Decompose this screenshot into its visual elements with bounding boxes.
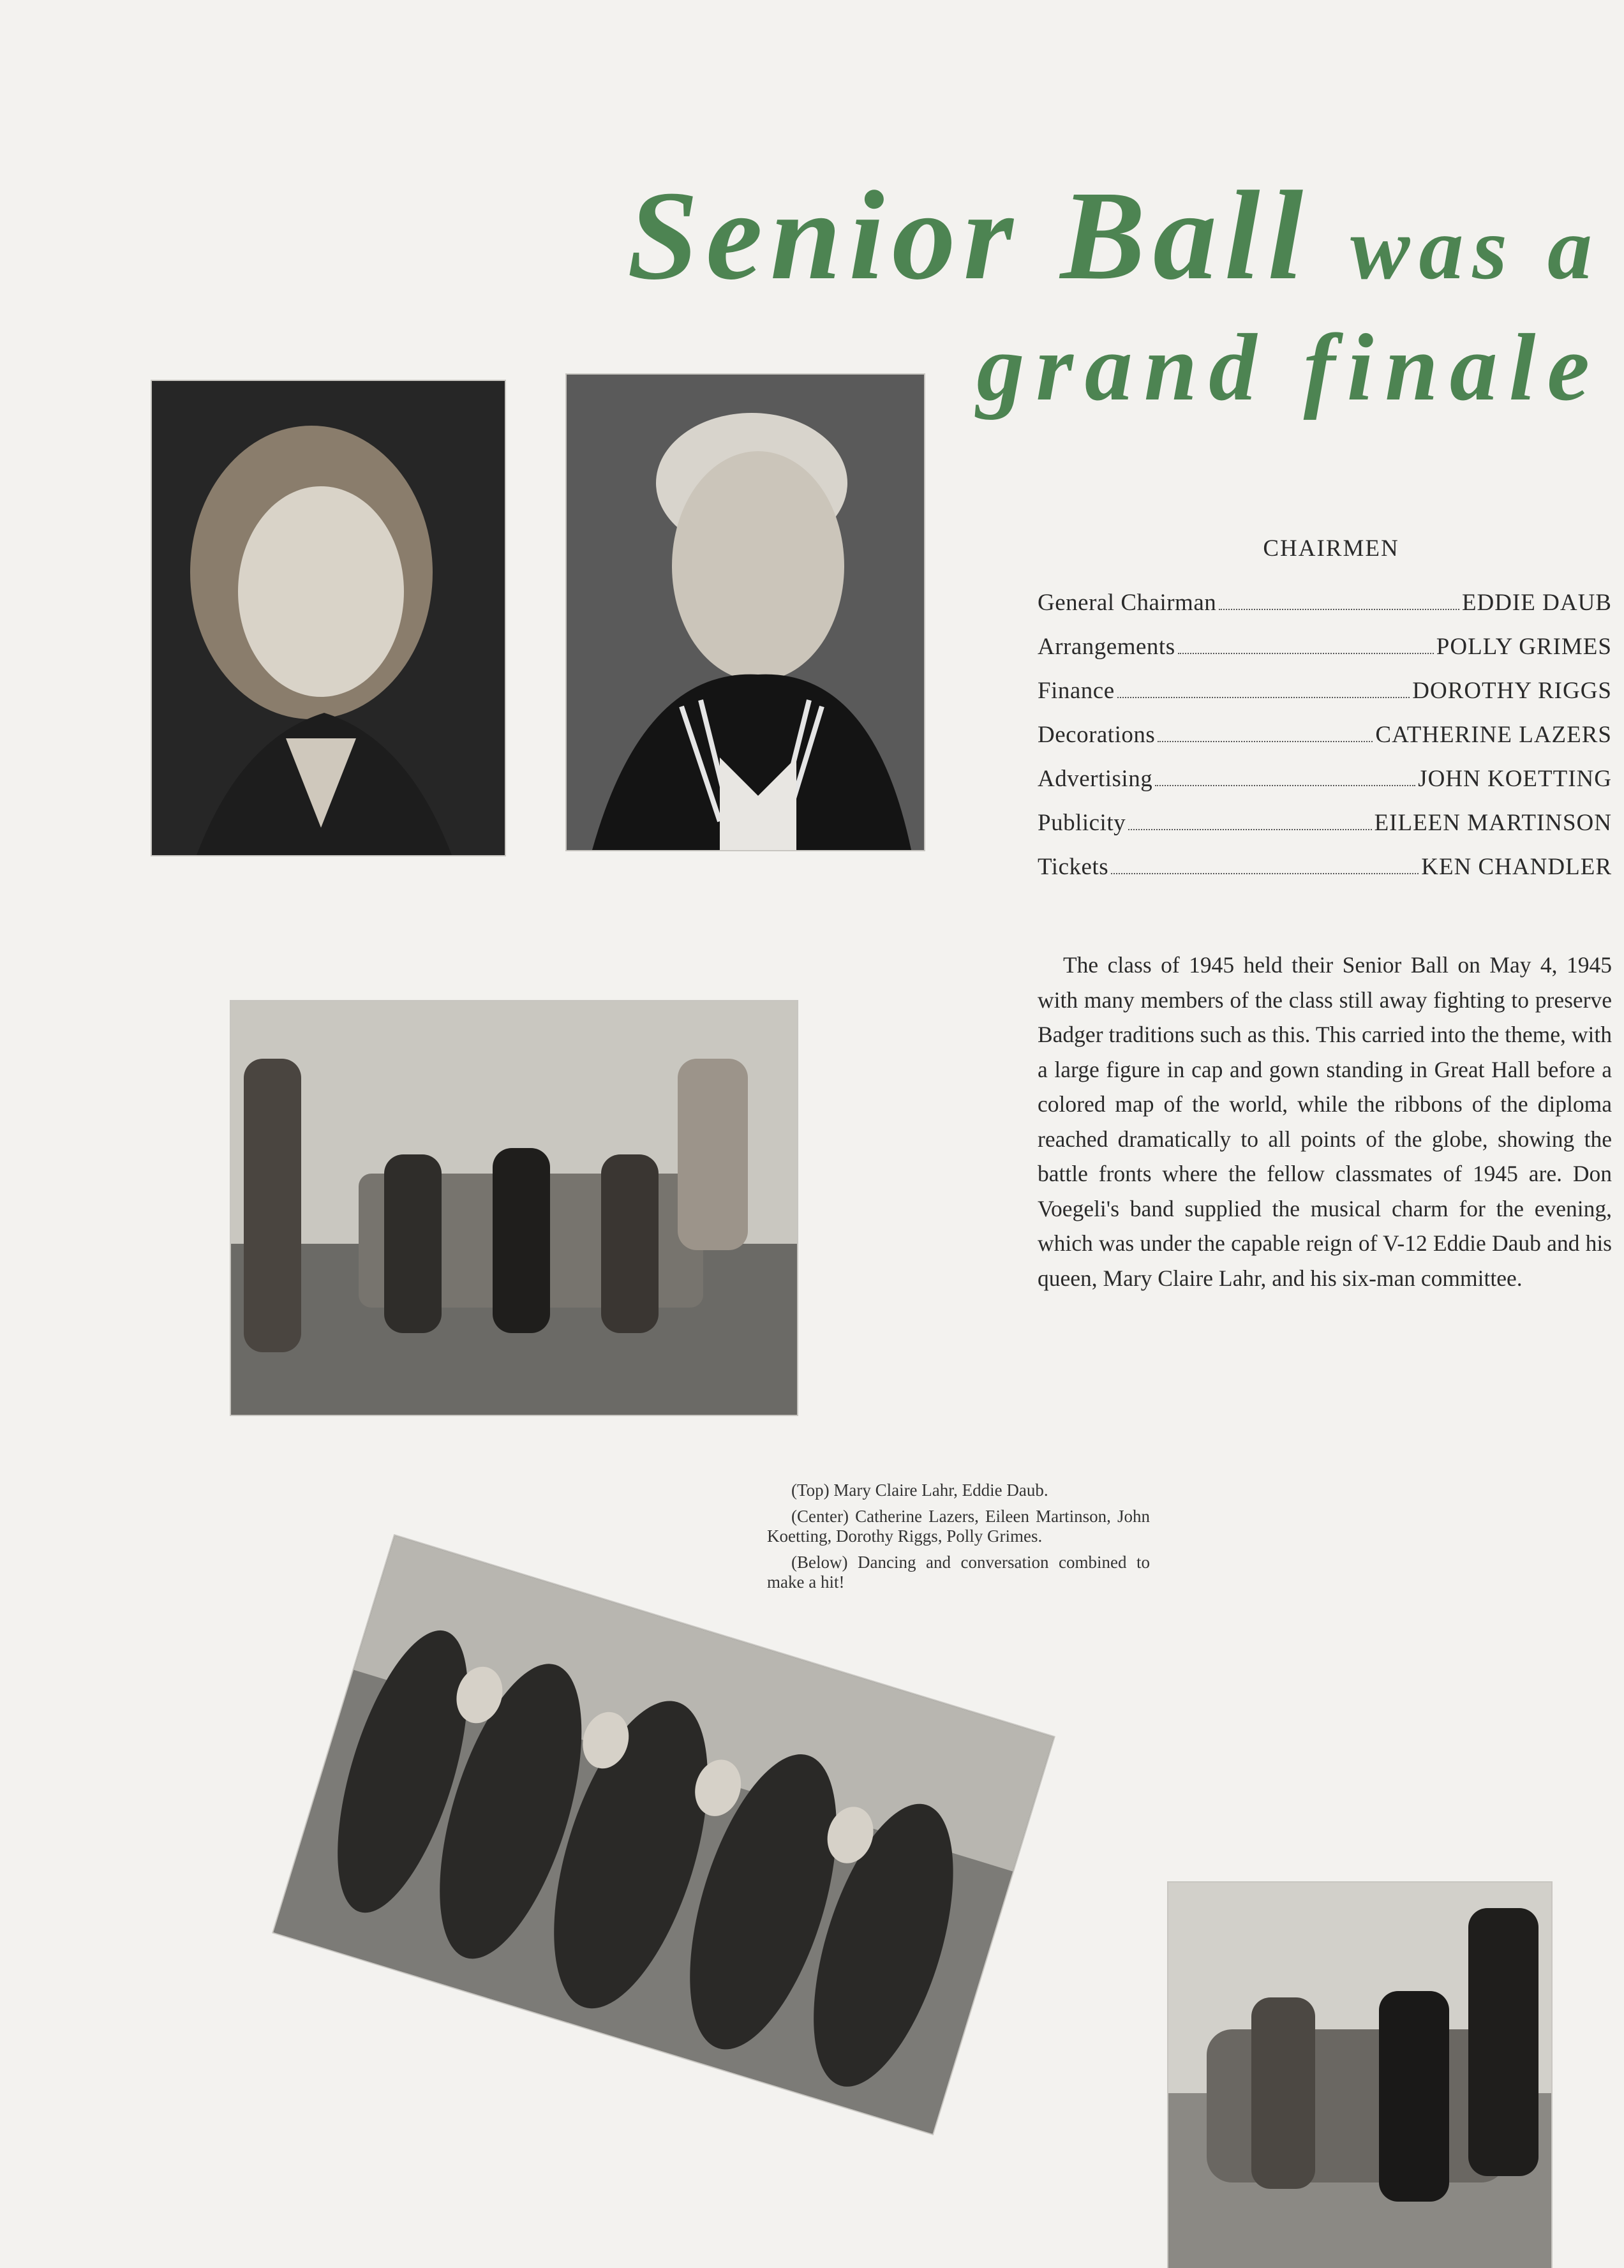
group-photo-committee <box>231 1001 797 1415</box>
chairman-role: Decorations <box>1038 722 1156 748</box>
chairman-row <box>1038 589 1612 633</box>
caption-top: (Top) Mary Claire Lahr, Eddie Daub. <box>791 1481 1048 1500</box>
group-photo-sofa <box>1168 1883 1551 2268</box>
dot-leader <box>1219 609 1459 610</box>
dot-leader <box>1178 653 1434 654</box>
chairman-name: EILEEN MARTINSON <box>1374 810 1612 836</box>
photo-captions <box>767 1481 1150 1599</box>
dance-photo <box>274 1535 1054 2133</box>
portrait-photo-woman <box>152 381 505 855</box>
chairmen-heading: CHAIRMEN <box>1263 535 1399 562</box>
chairmen-list <box>1038 535 1612 897</box>
dot-leader <box>1155 785 1415 786</box>
chairman-row <box>1038 677 1612 721</box>
chairman-role: Finance <box>1038 678 1115 704</box>
chairman-name: KEN CHANDLER <box>1421 854 1612 880</box>
dot-leader <box>1117 697 1410 698</box>
caption-below: (Below) Dancing and conversation combined to make a hit! <box>767 1553 1150 1592</box>
chairman-name: POLLY GRIMES <box>1436 634 1612 660</box>
chairman-role: General Chairman <box>1038 590 1217 616</box>
chairman-role: Tickets <box>1038 854 1109 880</box>
chairman-role: Advertising <box>1038 766 1153 792</box>
page-title-line2: grand finale <box>976 315 1601 421</box>
dot-leader <box>1111 873 1419 874</box>
chairman-row <box>1038 633 1612 677</box>
chairman-row <box>1038 721 1612 765</box>
title-main: Senior Ball <box>627 165 1311 306</box>
chairman-role: Publicity <box>1038 810 1126 836</box>
chairman-name: DOROTHY RIGGS <box>1412 678 1612 704</box>
chairman-role: Arrangements <box>1038 634 1175 660</box>
title-tail: was a <box>1350 199 1601 298</box>
dot-leader <box>1128 829 1371 830</box>
page-title-line1 <box>627 163 1601 309</box>
article-body: The class of 1945 held their Senior Ball on May 4, 1945 with many members of the class still away fighting to preserve Badger traditions such as this. This carried into the theme, with a large figure in cap and gown standing in Great Hall before a colored map of the world, while the ribbons of the diploma reached dramatically to all points of the globe, showing the battle fronts where the fellow classmates of 1945 are. Don Voegeli's band supplied the musical charm for the evening, which was under the capable reign of V-12 Eddie Daub and his queen, Mary Claire Lahr, and his six-man committee. <box>1038 952 1612 1291</box>
dot-leader <box>1158 741 1373 742</box>
chairman-name: CATHERINE LAZERS <box>1375 722 1612 748</box>
portrait-photo-man <box>567 375 924 850</box>
chairman-row <box>1038 853 1612 897</box>
chairman-row <box>1038 765 1612 809</box>
chairman-name: EDDIE DAUB <box>1461 590 1612 616</box>
chairman-name: JOHN KOETTING <box>1418 766 1612 792</box>
caption-center: (Center) Catherine Lazers, Eileen Martinson, John Koetting, Dorothy Riggs, Polly Grimes. <box>767 1507 1150 1546</box>
chairman-row <box>1038 809 1612 853</box>
